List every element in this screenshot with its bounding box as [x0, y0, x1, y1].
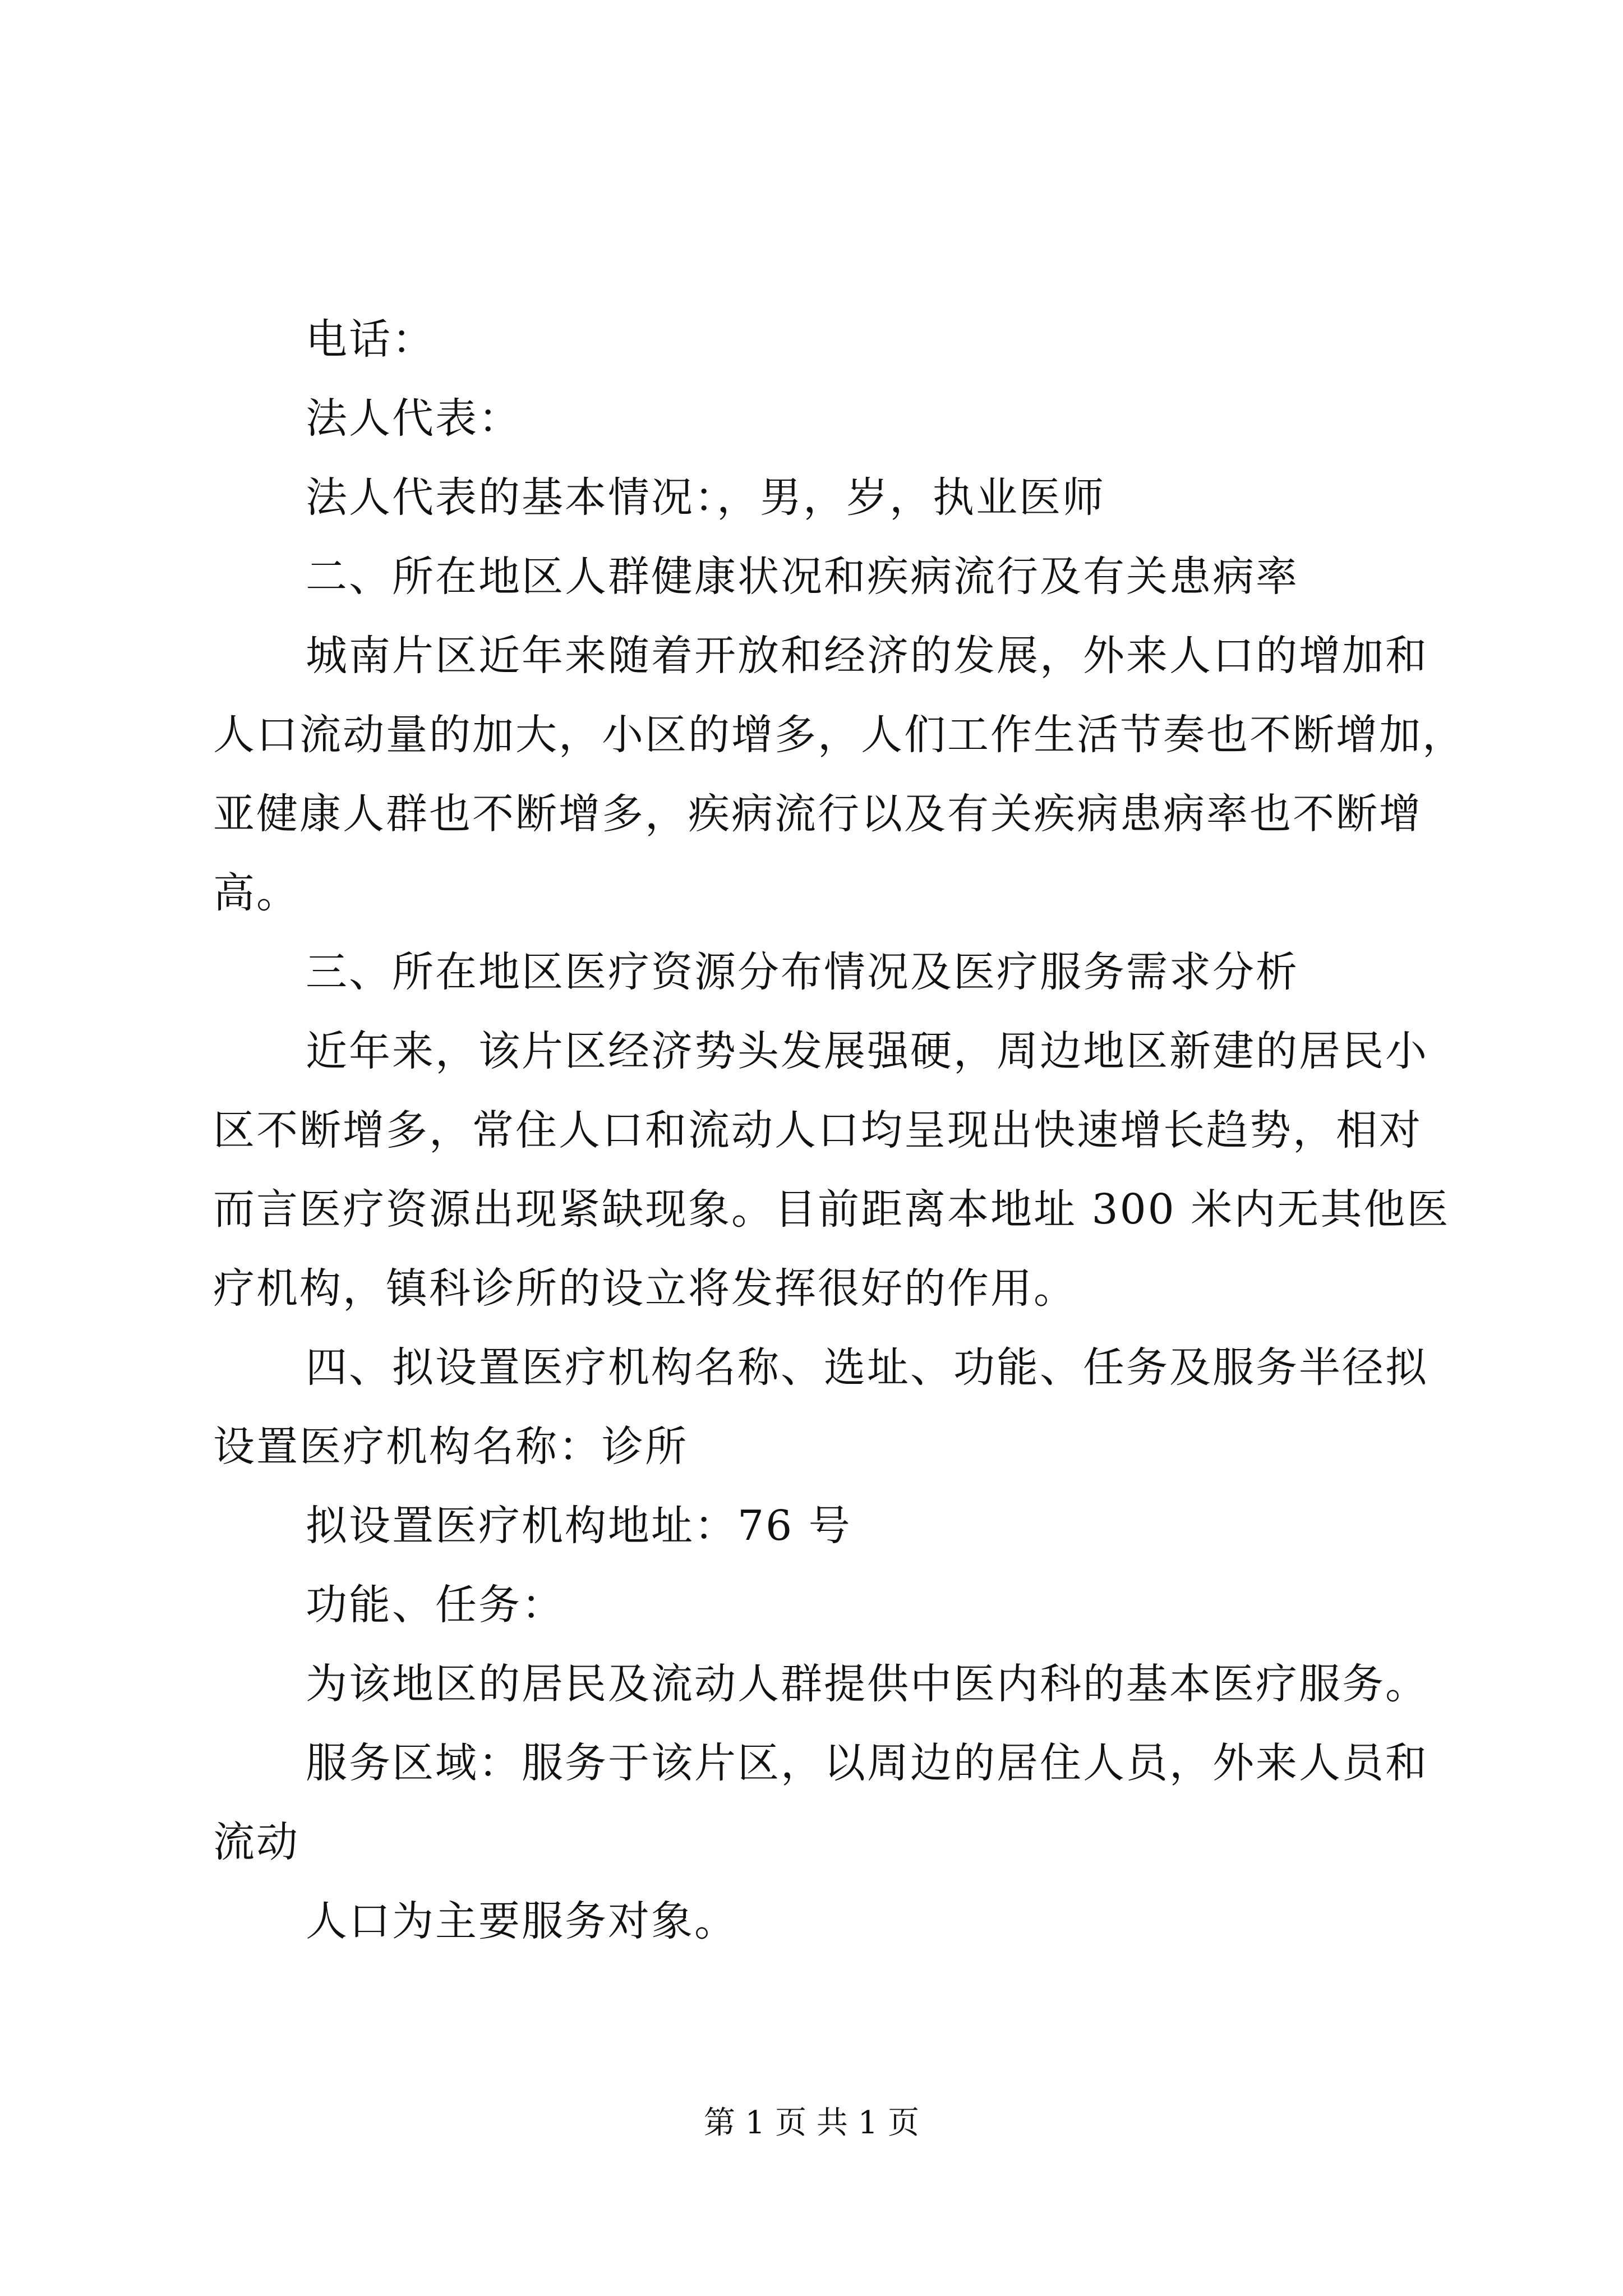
text-line: 法人代表： — [306, 394, 522, 443]
text-line: 人口流动量的加大，小区的增多，人们工作生活节奏也不断增加， — [213, 711, 1465, 759]
text-line: 流动 — [213, 1818, 299, 1866]
text-line: 人口为主要服务对象。 — [306, 1897, 737, 1945]
text-line: 为该地区的居民及流动人群提供中医内科的基本医疗服务。 — [306, 1660, 1428, 1708]
text-line: 拟设置医疗机构地址：76 号 — [306, 1502, 852, 1550]
text-line: 法人代表的基本情况：，男，岁，执业医师 — [306, 473, 1105, 522]
document-body — [213, 300, 1465, 1961]
text-line: 高。 — [213, 869, 299, 917]
text-line: 而言医疗资源出现紧缺现象。目前距离本地址 300 米内无其他医 — [213, 1185, 1450, 1234]
section-heading: 二、所在地区人群健康状况和疾病流行及有关患病率 — [306, 553, 1299, 601]
section-heading: 四、拟设置医疗机构名称、选址、功能、任务及服务半径拟 — [306, 1343, 1428, 1392]
text-line: 设置医疗机构名称：诊所 — [213, 1423, 688, 1471]
text-line: 服务区域：服务于该片区，以周边的居住人员，外来人员和 — [306, 1739, 1428, 1787]
text-line: 疗机构，镇科诊所的设立将发挥很好的作用。 — [213, 1264, 1077, 1313]
text-line: 近年来，该片区经济势头发展强硬，周边地区新建的居民小 — [306, 1027, 1428, 1075]
text-line: 城南片区近年来随着开放和经济的发展，外来人口的增加和 — [306, 632, 1428, 680]
page-footer: 第 1 页 共 1 页 — [703, 2105, 920, 2141]
text-line: 亚健康人群也不断增多，疾病流行以及有关疾病患病率也不断增 — [213, 790, 1422, 838]
text-line: 区不断增多，常住人口和流动人口均呈现出快速增长趋势，相对 — [213, 1106, 1422, 1154]
text-line: 电话： — [306, 315, 435, 364]
section-heading: 三、所在地区医疗资源分布情况及医疗服务需求分析 — [306, 948, 1299, 996]
text-line: 功能、任务： — [306, 1581, 565, 1629]
